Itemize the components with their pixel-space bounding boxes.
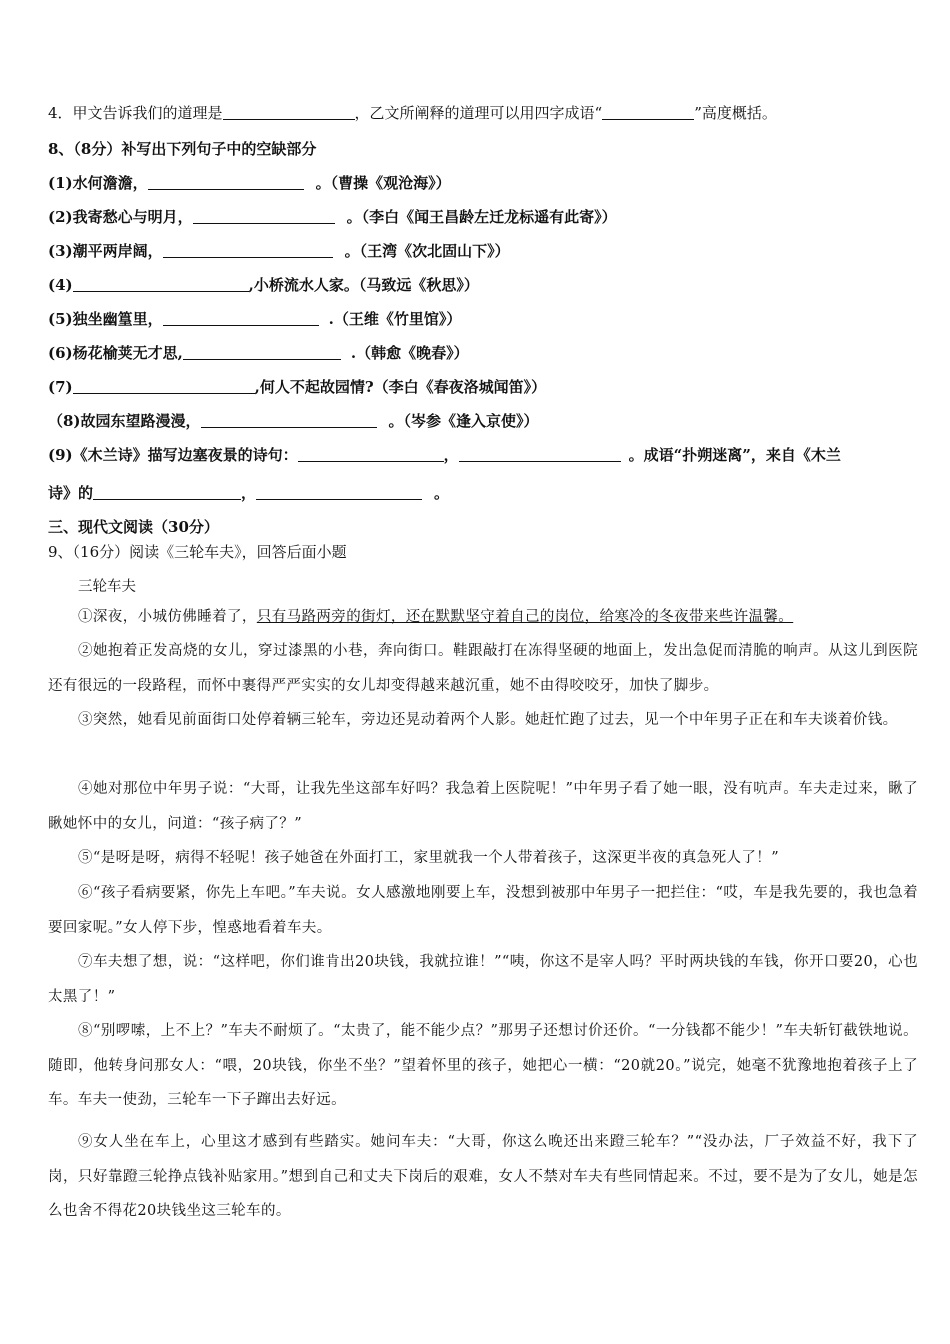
q8-item-9-pre: (9)《木兰诗》描写边塞夜景的诗句：: [48, 446, 298, 464]
q8-item-6-pre: (6)杨花榆荚无才思,: [48, 344, 183, 362]
q8-item-7-post: ,何人不起故园情?（李白《春夜洛城闻笛》）: [254, 378, 547, 396]
paragraph-9: ⑨女人坐在车上，心里这才感到有些踏实。她问车夫：“大哥，你这么晚还出来蹬三轮车？”“没办法，厂子效益不好，我下了岗，只好靠蹬三轮挣点钱补贴家用。”想到自己和丈夫下岗后的艰难，女人不禁对车夫有些同情起来。不过，要不是为了女儿，她是怎么也舍不得花20块钱坐这三轮车的。: [48, 1134, 918, 1219]
q8-item-9-blank-4: [256, 485, 422, 500]
q8-item-7-blank: [73, 379, 255, 394]
paragraph-4: ④她对那位中年男子说：“大哥，让我先坐这部车好吗？我急着上医院呢！”中年男子看了她一眼，没有吭声。车夫走过来，瞅了瞅她怀中的女儿，问道：“孩子病了？”: [48, 781, 918, 832]
paragraph-8: ⑧“别啰嗦，上不上？”车夫不耐烦了。“太贵了，能不能少点？”那男子还想讨价还价。“一分钱都不能少！”车夫斩钉截铁地说。随即，他转身问那女人：“喂，20块钱，你坐不坐？”望着怀里的孩子，她把心一横：“20就20。”说完，她毫不犹豫地抱着孩子上了车。车夫一使劲，三轮车一下子蹿出去好远。: [48, 1023, 918, 1108]
q8-item-6-blank: [183, 345, 341, 360]
paragraph-1-text: ①深夜，小城仿佛睡着了，: [78, 609, 257, 625]
q8-item-6: [48, 342, 469, 363]
paragraph-3: ③突然，她看见前面街口处停着辆三轮车，旁边还晃动着两个人影。她赶忙跑了过去，见一个中年男子正在和车夫谈着价钱。: [78, 712, 898, 728]
q8-item-8: [48, 410, 539, 431]
q8-item-5-blank: [163, 311, 319, 326]
q8-item-9-blank-2: [459, 447, 621, 462]
section-3-header: 三、现代文阅读（30分）: [48, 518, 219, 536]
q4-text-2: ，乙文所阐释的道理可以用四字成语“: [354, 104, 603, 122]
q4-blank-1: [223, 105, 355, 120]
q8-item-9-line2-mid: ，: [241, 484, 257, 502]
q8-item-4-pre: (4): [48, 276, 73, 294]
q8-item-1-blank: [148, 175, 304, 190]
q8-item-5: [48, 308, 461, 329]
paragraph-5: ⑤“是呀是呀，病得不轻呢！孩子她爸在外面打工，家里就我一个人带着孩子，这深更半夜的真急死人了！”: [78, 850, 780, 866]
q8-item-5-pre: (5)独坐幽篁里，: [48, 310, 163, 328]
paragraph-7: ⑦车夫想了想，说：“这样吧，你们谁肯出20块钱，我就拉谁！”“咦，你这不是宰人吗？平时两块钱的车钱，你开口要20，心也太黑了！”: [48, 954, 918, 1005]
question-4: [48, 102, 777, 123]
q8-item-9-line2-pre: 诗》的: [48, 484, 94, 502]
q8-item-8-post: 。（岑参《逢入京使》）: [388, 412, 539, 430]
passage-title: 三轮车夫: [78, 579, 136, 595]
q8-item-9-line2: [48, 482, 449, 503]
q8-item-1: [48, 172, 451, 193]
q8-item-9-blank-1: [298, 447, 444, 462]
q8-item-9-line2-post: 。: [434, 484, 450, 502]
q8-item-5-post: .（王维《竹里馆》）: [328, 310, 462, 328]
q8-item-2: [48, 206, 617, 227]
q8-item-7: [48, 376, 546, 397]
q8-item-4-post: ,小桥流水人家。（马致远《秋思》）: [248, 276, 479, 294]
q8-item-9-post: 。成语“扑朔迷离”，来自《木兰: [628, 446, 841, 464]
q8-item-9-blank-3: [93, 485, 241, 500]
q8-item-1-post: 。（曹操《观沧海》）: [315, 174, 451, 192]
q4-text-1: 4．甲文告诉我们的道理是: [48, 104, 223, 122]
q8-item-9-line1: [48, 444, 841, 465]
q8-item-3: [48, 240, 510, 261]
q8-item-2-blank: [193, 209, 335, 224]
q8-item-2-post: 。（李白《闻王昌龄左迁龙标遥有此寄》）: [346, 208, 617, 226]
q8-item-8-blank: [201, 413, 377, 428]
q8-item-1-pre: (1)水何澹澹，: [48, 174, 148, 192]
paragraph-6: ⑥“孩子看病要紧，你先上车吧。”车夫说。女人感激地刚要上车，没想到被那中年男子一把拦住：“哎，车是我先要的，我也急着要回家呢。”女人停下步，惶惑地看着车夫。: [48, 885, 918, 936]
q8-item-8-pre: （8)故园东望路漫漫，: [48, 412, 201, 430]
q8-item-3-post: 。（王湾《次北固山下》）: [344, 242, 510, 260]
q4-text-3: ”高度概括。: [694, 104, 777, 122]
q8-header: 8、（8分）补写出下列句子中的空缺部分: [48, 140, 317, 158]
q8-item-4-blank: [73, 277, 249, 292]
paragraph-1-underlined: 只有马路两旁的街灯，还在默默坚守着自己的岗位，给寒冷的冬夜带来些许温馨。: [256, 609, 794, 625]
paragraph-1: [48, 600, 918, 635]
q8-item-9-mid: ，: [443, 446, 459, 464]
q8-item-3-blank: [163, 243, 333, 258]
q8-item-6-post: .（韩愈《晚春》）: [350, 344, 469, 362]
q9-header: 9、（16分）阅读《三轮车夫》，回答后面小题: [48, 543, 347, 561]
q8-item-4: [48, 274, 479, 295]
q8-item-7-pre: (7): [48, 378, 73, 396]
q8-item-2-pre: (2)我寄愁心与明月，: [48, 208, 193, 226]
q8-item-3-pre: (3)潮平两岸阔，: [48, 242, 163, 260]
q4-blank-2: [602, 105, 694, 120]
paragraph-2: ②她抱着正发高烧的女儿，穿过漆黑的小巷，奔向街口。鞋跟敲打在冻得坚硬的地面上，发出急促而清脆的响声。从这儿到医院还有很远的一段路程，而怀中裹得严严实实的女儿却变得越来越沉重，她不由得咬咬牙，加快了脚步。: [48, 643, 918, 694]
